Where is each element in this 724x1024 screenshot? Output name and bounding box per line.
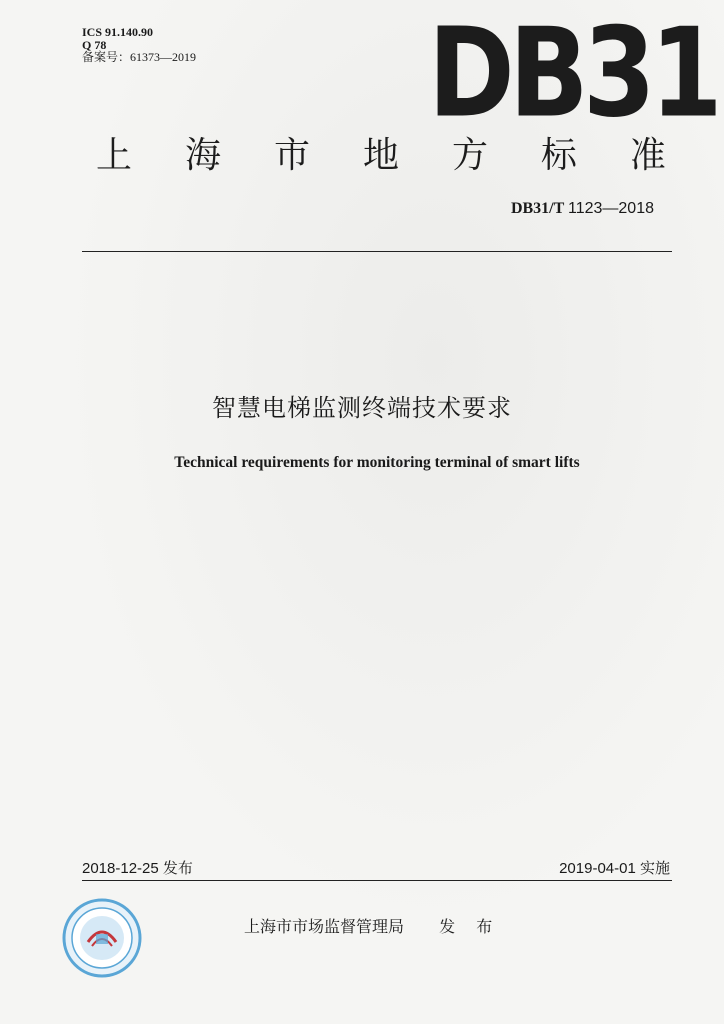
- chinese-title: 智慧电梯监测终端技术要求: [212, 394, 512, 422]
- standard-type-char: 标: [540, 135, 577, 176]
- issuer-name: 上海市市场监督管理局: [244, 917, 405, 936]
- standard-number: [511, 200, 654, 218]
- db31-logo: DB31: [428, 1, 718, 145]
- record-number: 备案号：61373—2019: [82, 50, 197, 64]
- english-title: Technical requirements for monitoring terminal of smart lifts: [174, 454, 580, 471]
- ics-code: ICS 91.140.90: [82, 25, 154, 39]
- standard-type-char: 方: [451, 135, 488, 176]
- classification-block: [82, 26, 196, 64]
- standard-type-char: 市: [273, 135, 310, 176]
- issuer-action: 发 布: [439, 917, 501, 936]
- bottom-divider: [82, 880, 672, 881]
- top-divider: [82, 251, 672, 252]
- issue-date: 2018-12-25 发布: [82, 860, 193, 877]
- issuing-authority: [244, 914, 500, 937]
- standard-number-prefix: DB31/T: [510, 200, 564, 217]
- standard-type-char: 准: [629, 135, 666, 176]
- standard-type-char: 海: [184, 135, 221, 176]
- standard-number-value: 1123—2018: [568, 200, 654, 217]
- implementation-date: 2019-04-01 实施: [559, 860, 670, 877]
- certification-seal-icon: [62, 898, 142, 978]
- standard-type-char: 地: [362, 135, 399, 176]
- ccs-code: Q 78: [82, 37, 107, 52]
- standard-type-title: [96, 126, 666, 186]
- standard-type-char: 上: [96, 135, 133, 176]
